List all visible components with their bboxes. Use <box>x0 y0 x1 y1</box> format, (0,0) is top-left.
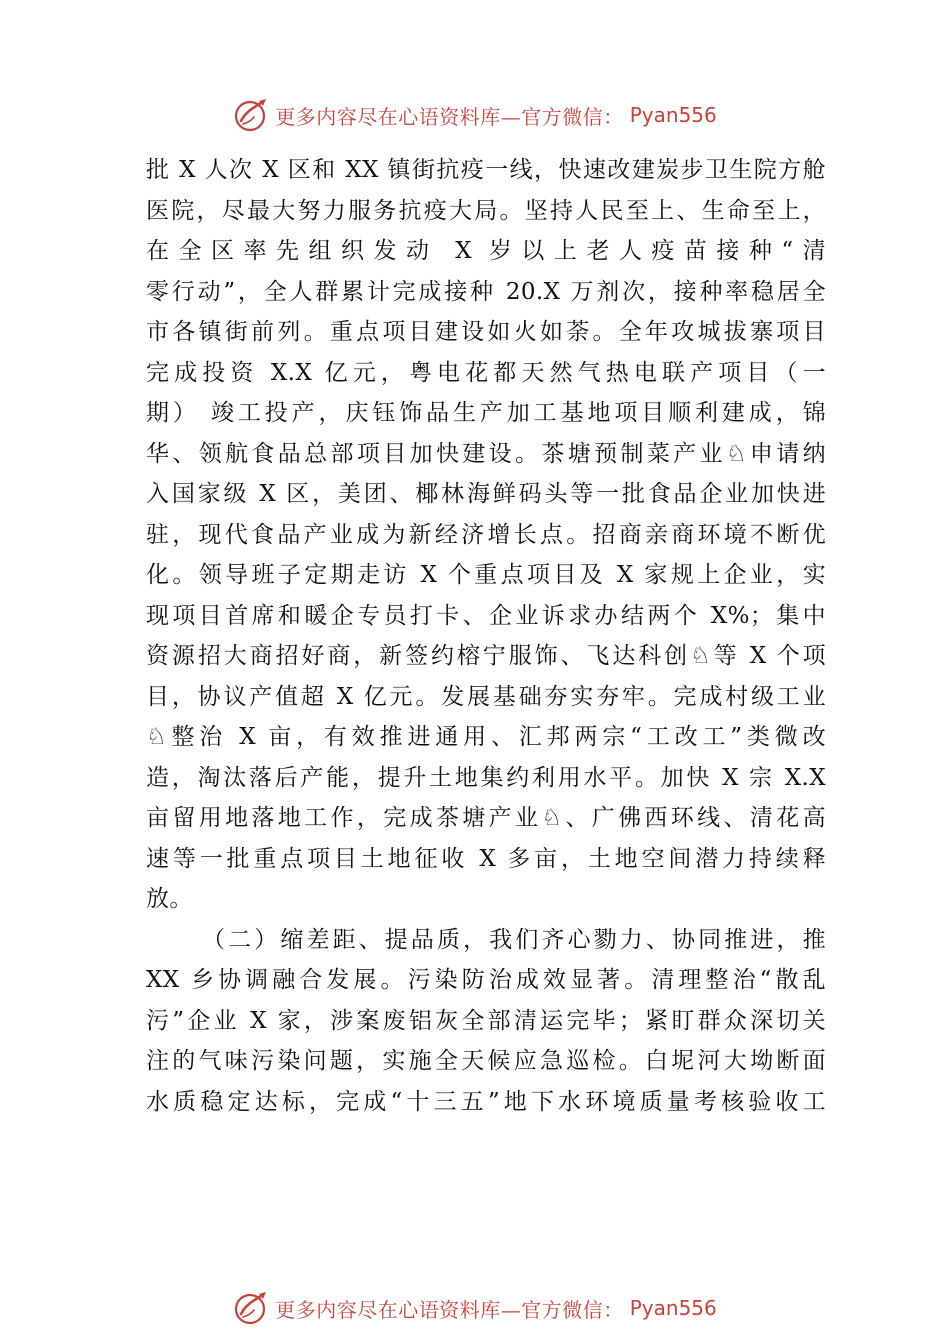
body-line: 在全区率先组织发动 X 岁以上老人疫苗接种“清 <box>146 238 826 264</box>
footer-banner <box>0 1288 950 1328</box>
brush-logo-icon <box>233 97 269 133</box>
body-line: 化。领导班子定期走访 X 个重点项目及 X 家规上企业，实 <box>146 562 826 588</box>
body-line: 现项目首席和暖企专员打卡、企业诉求办结两个 X%；集中 <box>146 602 826 629</box>
body-line: 注的气味污染问题，实施全天候应急巡检。白坭河大坳断面 <box>146 1048 826 1074</box>
section-heading-line: （二）缩差距、提品质，我们齐心勠力、协同推进，推 <box>202 926 826 953</box>
body-line: 驻，现代食品产业成为新经济增长点。招商亲商环境不断优 <box>146 521 826 548</box>
header-banner-text: 更多内容尽在心语资料库—官方微信： <box>275 104 624 129</box>
header-banner <box>0 95 950 135</box>
body-line: 亩留用地落地工作，完成茶塘产业♘、广佛西环线、清花高 <box>146 805 826 831</box>
body-line: 完成投资 X.X 亿元，粤电花都天然气热电联产项目（一 <box>146 359 826 386</box>
body-line: 造，淘汰落后产能，提升土地集约利用水平。加快 X 宗 X.X <box>146 764 826 791</box>
body-line: XX 乡协调融合发展。污染防治成效显著。清理整治“散乱 <box>146 967 826 993</box>
body-line: 市各镇街前列。重点项目建设如火如荼。全年攻城拔寨项目 <box>146 319 826 345</box>
body-line: 放。 <box>146 886 193 912</box>
body-line: 医院，尽最大努力服务抗疫大局。坚持人民至上、生命至上， <box>146 197 826 224</box>
body-line: 入国家级 X 区，美团、椰林海鲜码头等一批食品企业加快进 <box>146 481 826 507</box>
body-line: 华、领航食品总部项目加快建设。茶塘预制菜产业♘申请纳 <box>146 440 826 467</box>
document-body <box>146 150 826 1122</box>
body-line: 目，协议产值超 X 亿元。发展基础夯实夯牢。完成村级工业 <box>146 683 826 710</box>
body-line: 污”企业 X 家，涉案废铝灰全部清运完毕；紧盯群众深切关 <box>146 1007 826 1034</box>
body-line: 速等一批重点项目土地征收 X 多亩，土地空间潜力持续释 <box>146 845 826 872</box>
body-line: 零行动”，全人群累计完成接种 20.X 万剂次，接种率稳居全 <box>146 278 826 305</box>
body-line: 批 X 人次 X 区和 XX 镇街抗疫一线，快速改建炭步卫生院方舱 <box>146 157 826 183</box>
body-line: 资源招大商招好商，新签约榕宁服饰、飞达科创♘等 X 个项 <box>146 643 826 669</box>
footer-banner-text: 更多内容尽在心语资料库—官方微信： <box>275 1297 624 1322</box>
brush-logo-icon <box>233 1290 269 1326</box>
body-line: 期） 竣工投产，庆钰饰品生产加工基地项目顺利建成，锦 <box>146 400 826 426</box>
header-banner-wechat-id: Pyan556 <box>629 103 717 127</box>
footer-banner-wechat-id: Pyan556 <box>629 1296 717 1320</box>
body-line: 水质稳定达标，完成“十三五”地下水环境质量考核验收工 <box>146 1088 826 1115</box>
body-line: ♘整治 X 亩，有效推进通用、汇邦两宗“工改工”类微改 <box>146 724 826 750</box>
